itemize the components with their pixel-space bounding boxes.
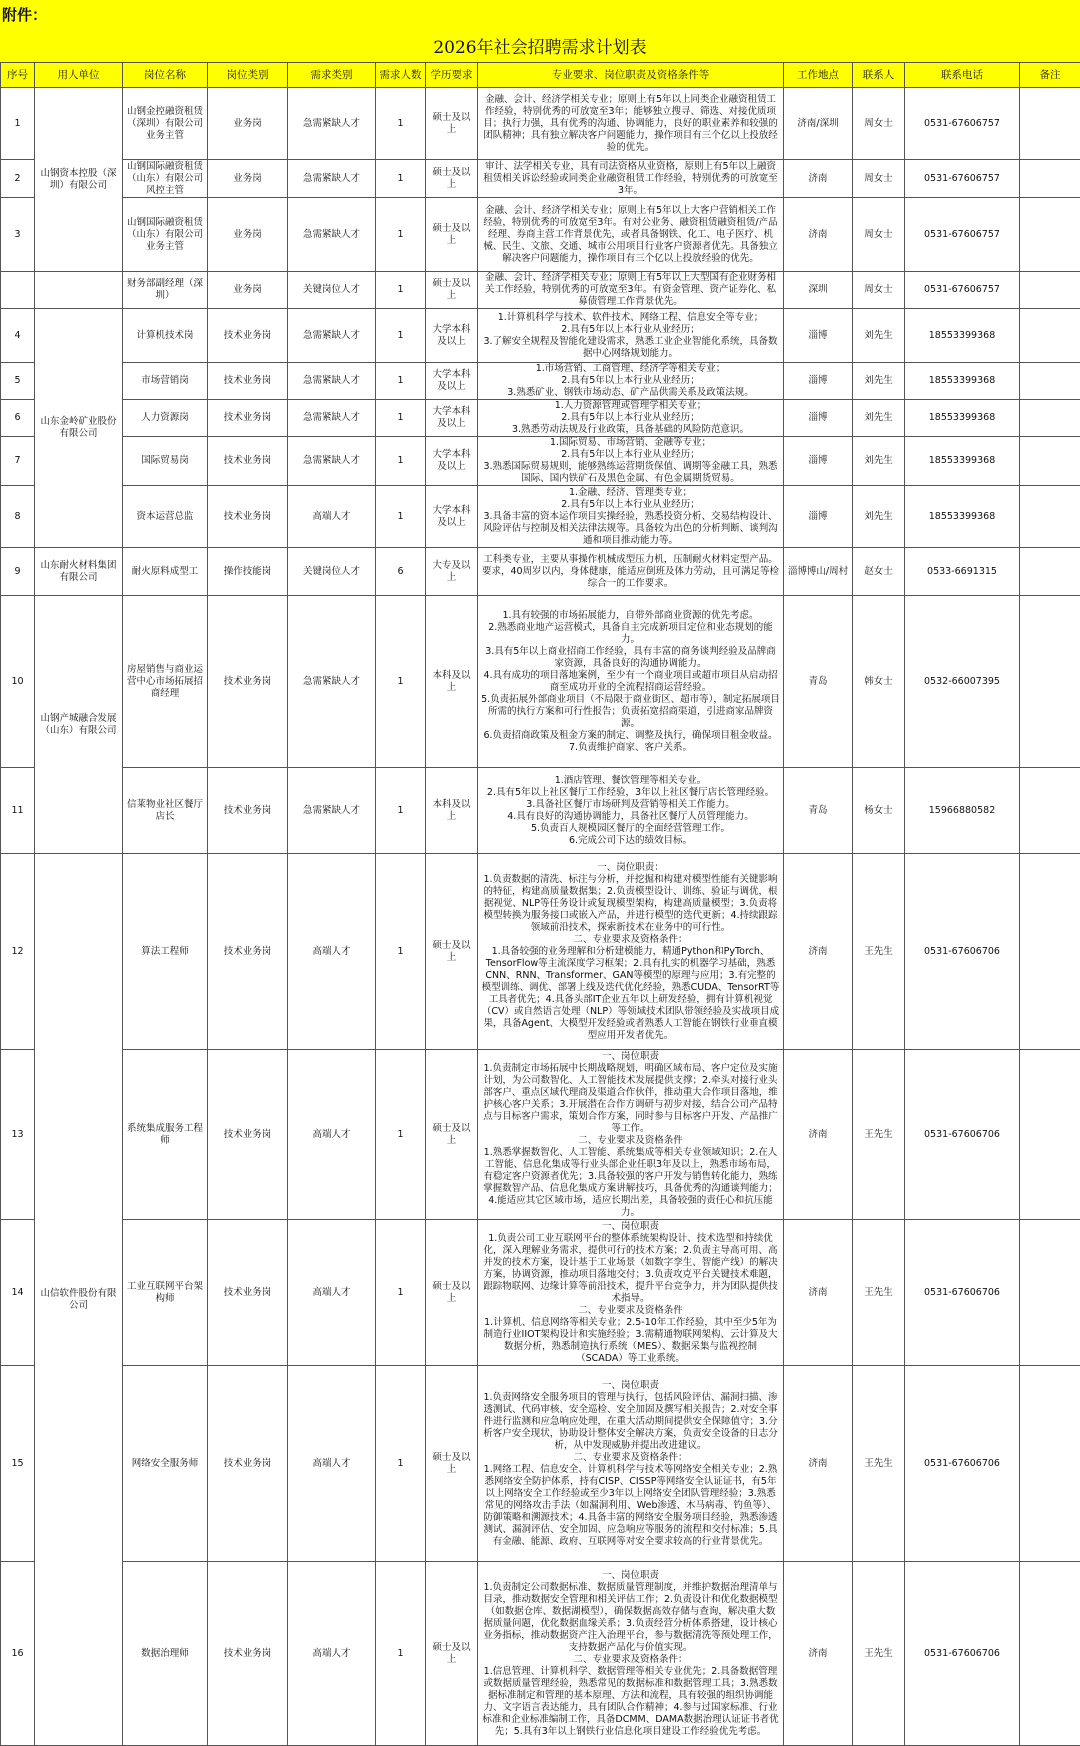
contact-person: 王先生: [853, 1050, 905, 1220]
education: 大学本科及以上: [426, 437, 478, 486]
need-type: 急需紧缺人才: [288, 768, 376, 854]
contact-phone: 18553399368: [905, 309, 1020, 363]
need-type: 高端人才: [288, 1366, 376, 1562]
contact-phone: 0531-67606757: [905, 272, 1020, 309]
position-name: 财务部副经理（深圳）: [123, 272, 208, 309]
notes: [1020, 1050, 1080, 1220]
table-row: [1, 486, 1080, 548]
position-category: 技术业务岗: [208, 1366, 288, 1562]
table-row: [1, 1562, 1080, 1746]
position-name: 山钢国际融资租赁（山东）有限公司业务主管: [123, 198, 208, 272]
requirements: 一、岗位职责 1.负责制定市场拓展中长期战略规划，明确区域布局、客户定位及实施计划，为公司数智化、人工智能技术发展提供支撑；2.牵头对接行业头部客户、重点区域代理商及渠道合作伙伴，推动重大合作项目落地，维护核心客户关系；3.开展潜在合作方调研与初步对接，结合公司产品特点与目标客户需求，策划合作方案，同时参与目标客户开发、产品推广等工作。 二、专业要求及资格条件 1.熟悉掌握数智化、人工智能、系统集成等相关专业领域知识；2.在人工智能、信息化集成等行业头部企业任职3年及以上，熟悉市场布局，有稳定客户资源者优先；3.具备较强的客户开发与销售转化能力，熟练掌握数智产品、信息化集成方案讲解技巧，具备优秀的沟通谈判能力；4.能适应其它区域市场，适应长期出差，具备较强的责任心和抗压能力。: [478, 1050, 784, 1220]
requirements: 金融、会计、经济学相关专业；原则上有5年以上大型国有企业财务相关工作经验，特别优秀的可放宽至3年。有资金管理、资产证券化、私募债管理工作背景优先。: [478, 272, 784, 309]
education: 大学本科及以上: [426, 309, 478, 363]
position-category: 业务岗: [208, 272, 288, 309]
requirements: 工科类专业，主要从事操作机械成型压力机，压制耐火材料定型产品。 要求，40周岁以内，身体健康，能适应倒班及体力劳动，且可满足等检综合一的工作要求。: [478, 548, 784, 596]
position-category: 技术业务岗: [208, 486, 288, 548]
headcount: 1: [376, 596, 426, 768]
position-name: 资本运营总监: [123, 486, 208, 548]
header-position: 岗位名称: [123, 63, 208, 88]
contact-person: 刘先生: [853, 486, 905, 548]
position-category: 技术业务岗: [208, 1220, 288, 1366]
requirements: 一、岗位职责： 1.负责数据的清洗、标注与分析，并挖掘和构建对模型性能有关键影响的特征，构建高质量数据集；2.负责模型设计、训练、验证与调优，根据视觉、NLP等任务设计或复现模型架构，构建高质量模型；3.负责将模型转换为服务接口或嵌入产品，并进行模型的迭代更新；4.持续跟踪领域前沿技术，探索新技术在业务中的可行性。 二、专业要求及资格条件： 1.具备较强的业务理解和分析建模能力，精通Python和PyTorch、TensorFlow等主流深度学习框架；2.具有扎实的机器学习基础，熟悉CNN、RNN、Transformer、GAN等模型的原理与应用；3.有完整的模型训练、调优、部署上线及迭代优化经验，熟悉CUDA、TensorRT等工具者优先；4.具备头部IT企业五年以上研发经验，拥有计算机视觉（CV）或自然语言处理（NLP）等领域技术团队带领经验及实战项目成果，具备Agent、大模型开发经验或者熟悉人工智能在钢铁行业垂直模型应用开发者优先。: [478, 854, 784, 1050]
attachment-label: 附件：: [0, 0, 1080, 30]
requirements: 金融、会计、经济学相关专业；原则上有5年以上大客户营销相关工作经验，特别优秀的可放宽至3年。有对公业务、融资租赁融资租赁/产品经理、券商主营工作背景优先，或者具备钢铁、化工、电子医疗、机械、民生、文旅、交通、城市公用项目行业客户资源者优先。具备独立解决客户问题能力，操作项目有三个亿以上投放经验的优先。: [478, 198, 784, 272]
row-number: 3: [1, 198, 35, 272]
position-name: 系统集成服务工程师: [123, 1050, 208, 1220]
table-row: [1, 363, 1080, 400]
header-location: 工作地点: [784, 63, 853, 88]
position-name: 耐火原料成型工: [123, 548, 208, 596]
requirements: 一、岗位职责 1.负责网络安全服务项目的管理与执行，包括风险评估、漏洞扫描、渗透测试、代码审核、安全巡检、安全加固及撰写相关报告；2.对安全事件进行监测和应急响应处理，在重大活动期间提供安全保障值守；3.分析客户安全现状，协助设计整体安全解决方案，负责安全设备的日志分析，从中发现威胁并提出改进建议。 二、专业要求及资格条件： 1.网络工程、信息安全、计算机科学与技术等网络安全相关专业；2.熟悉网络安全防护体系，持有CISP、CISSP等网络安全认证证书，有5年以上网络安全工作经验或至少3年以上网络安全团队管理经验；3.熟悉常见的网络攻击手法（如漏洞利用、Web渗透、木马病毒、钓鱼等）、防御策略和溯源技术；4.具备丰富的网络安全服务项目经验，熟悉渗透测试、漏洞评估、安全加固、应急响应等服务的流程和交付标准；5.具有金融、能源、政府、互联网等对安全要求较高的行业背景优先。: [478, 1366, 784, 1562]
employer-unit: 山钢产城融合发展（山东）有限公司: [35, 596, 123, 854]
headcount: 1: [376, 363, 426, 400]
position-category: 技术业务岗: [208, 400, 288, 437]
header-no: 序号: [1, 63, 35, 88]
contact-person: 刘先生: [853, 400, 905, 437]
contact-phone: 0531-67606757: [905, 88, 1020, 160]
headcount: 1: [376, 400, 426, 437]
need-type: 高端人才: [288, 1562, 376, 1746]
row-number: 6: [1, 400, 35, 437]
contact-phone: 0532-66007395: [905, 596, 1020, 768]
employer-unit-blank: [35, 272, 123, 309]
notes: [1020, 437, 1080, 486]
education: 硕士及以上: [426, 198, 478, 272]
table-header-row: [1, 63, 1080, 88]
headcount: 1: [376, 88, 426, 160]
employer-unit: 山钢资本控股（深圳）有限公司: [35, 88, 123, 272]
position-name: 信莱物业社区餐厅店长: [123, 768, 208, 854]
row-number: 16: [1, 1562, 35, 1746]
position-category: 技术业务岗: [208, 309, 288, 363]
position-name: 工业互联网平台架构师: [123, 1220, 208, 1366]
contact-person: 周女士: [853, 88, 905, 160]
need-type: 急需紧缺人才: [288, 160, 376, 198]
contact-phone: 0531-67606757: [905, 160, 1020, 198]
requirements: 1.国际贸易、市场营销、金融等专业； 2.具有5年以上本行业从业经历； 3.熟悉国际贸易规则，能够熟练运营期货保值、调期等金融工具，熟悉国际、国内铁矿石及黑色金属、有色金属期货贸易。: [478, 437, 784, 486]
notes: [1020, 596, 1080, 768]
row-number: 4: [1, 309, 35, 363]
education: 大学本科及以上: [426, 363, 478, 400]
position-category: 技术业务岗: [208, 854, 288, 1050]
contact-person: 王先生: [853, 1366, 905, 1562]
headcount: 1: [376, 309, 426, 363]
education: 本科及以上: [426, 596, 478, 768]
position-category: 业务岗: [208, 88, 288, 160]
row-number: 8: [1, 486, 35, 548]
education: 硕士及以上: [426, 1220, 478, 1366]
position-name: 山钢金控融资租赁（深圳）有限公司业务主管: [123, 88, 208, 160]
notes: [1020, 198, 1080, 272]
work-location: 淄博: [784, 363, 853, 400]
education: 硕士及以上: [426, 272, 478, 309]
contact-person: 周女士: [853, 272, 905, 309]
headcount: 1: [376, 1220, 426, 1366]
header-phone: 联系电话: [905, 63, 1020, 88]
requirements: 金融、会计、经济学相关专业；原则上有5年以上同类企业融资租赁工作经验，特别优秀的可放宽至3年；能够独立搜寻、筛选、对接优质项目；执行力强，具有优秀的沟通、协调能力，良好的职业素养和较强的团队精神；具有独立解决客户问题能力，操作项目有三个亿以上投放经验的优先。: [478, 88, 784, 160]
contact-phone: 0531-67606706: [905, 1050, 1020, 1220]
row-number: 1: [1, 88, 35, 160]
need-type: 关键岗位人才: [288, 548, 376, 596]
requirements: 1.人力资源管理或管理学相关专业； 2.具有5年以上本行业从业经历； 3.熟悉劳动法规及行业政策，具备基础的风险防范意识。: [478, 400, 784, 437]
recruitment-table: [0, 62, 1080, 1746]
work-location: 淄博: [784, 486, 853, 548]
row-number: 2: [1, 160, 35, 198]
position-name: 人力资源岗: [123, 400, 208, 437]
row-number: 11: [1, 768, 35, 854]
contact-phone: 18553399368: [905, 437, 1020, 486]
header-unit: 用人单位: [35, 63, 123, 88]
notes: [1020, 486, 1080, 548]
notes: [1020, 309, 1080, 363]
education: 硕士及以上: [426, 1366, 478, 1562]
contact-person: 王先生: [853, 854, 905, 1050]
position-name: 房屋销售与商业运营中心市场拓展招商经理: [123, 596, 208, 768]
need-type: 急需紧缺人才: [288, 400, 376, 437]
header-count: 需求人数: [376, 63, 426, 88]
need-type: 高端人才: [288, 486, 376, 548]
contact-phone: 0531-67606706: [905, 1562, 1020, 1746]
contact-person: 刘先生: [853, 437, 905, 486]
notes: [1020, 1220, 1080, 1366]
work-location: 济南: [784, 198, 853, 272]
work-location: 济南: [784, 1050, 853, 1220]
work-location: 济南: [784, 854, 853, 1050]
requirements: 审计、法学相关专业，具有司法资格从业资格，原则上有5年以上融资租赁相关诉讼经验或同类企业融资租赁工作经验，特别优秀的可放宽至3年。: [478, 160, 784, 198]
row-number: 9: [1, 548, 35, 596]
position-category: 技术业务岗: [208, 596, 288, 768]
work-location: 青岛: [784, 596, 853, 768]
contact-phone: 0533-6691315: [905, 548, 1020, 596]
notes: [1020, 160, 1080, 198]
row-number: 13: [1, 1050, 35, 1220]
table-row: [1, 1366, 1080, 1562]
need-type: 急需紧缺人才: [288, 437, 376, 486]
table-row: [1, 768, 1080, 854]
position-name: 市场营销岗: [123, 363, 208, 400]
need-type: 高端人才: [288, 1050, 376, 1220]
requirements: 一、岗位职责 1.负责制定公司数据标准、数据质量管理制度，并维护数据治理清单与目录，推动数据安全管理和相关评估工作；2.负责设计和优化数据模型（如数据仓库、数据湖模型），确保数据高效存储与查询，解决重大数据质量问题，优化数据血缘关系；3.负责经营分析体系搭建，设计核心业务指标，推动数据资产注入治理平台，参与数据清洗等预处理工作，支持数据产品化与价值实现。 二、专业要求及资格条件： 1.信息管理、计算机科学、数据管理等相关专业优先；2.具备数据管理或数据质量管理经验，熟悉常见的数据标准和数据管理工具；3.熟悉数据标准制定和管理的基本原理、方法和流程，具有较强的组织协调能力、文字语言表达能力，具有团队合作精神；4.参与过国家标准、行业标准和企业标准编制工作，具备DCMM、DAMA数据治理认证证书者优先；5.具有3年以上钢铁行业信息化项目建设工作经验优先考虑。: [478, 1562, 784, 1746]
requirements: 1.市场营销、工商管理、经济学等相关专业； 2.具有5年以上本行业从业经历； 3.熟悉矿业、钢铁市场动态、矿产品供需关系及政策法规。: [478, 363, 784, 400]
requirements: 1.酒店管理、餐饮管理等相关专业。 2.具有5年以上社区餐厅工作经验，3年以上社区餐厅店长管理经验。 3.具备社区餐厅市场研判及营销等相关工作能力。 4.具有良好的沟通协调能力，具备社区餐厅人员管理能力。 5.负责百人规模园区餐厅的全面经营管理工作。 6.完成公司下达的绩效目标。: [478, 768, 784, 854]
position-category: 业务岗: [208, 198, 288, 272]
contact-phone: 0531-67606706: [905, 1220, 1020, 1366]
work-location: 济南: [784, 1366, 853, 1562]
notes: [1020, 1366, 1080, 1562]
need-type: 关键岗位人才: [288, 272, 376, 309]
row-number: 5: [1, 363, 35, 400]
need-type: 急需紧缺人才: [288, 88, 376, 160]
notes: [1020, 854, 1080, 1050]
position-name: 数据治理师: [123, 1562, 208, 1746]
contact-person: 周女士: [853, 198, 905, 272]
work-location: 淄博: [784, 400, 853, 437]
headcount: 1: [376, 198, 426, 272]
education: 硕士及以上: [426, 160, 478, 198]
row-number: 10: [1, 596, 35, 768]
headcount: 6: [376, 548, 426, 596]
position-category: 业务岗: [208, 160, 288, 198]
header-notes: 备注: [1020, 63, 1080, 88]
contact-phone: 18553399368: [905, 486, 1020, 548]
headcount: 1: [376, 1050, 426, 1220]
headcount: 1: [376, 1562, 426, 1746]
position-name: 计算机技术岗: [123, 309, 208, 363]
table-row: [1, 272, 1080, 309]
headcount: 1: [376, 854, 426, 1050]
work-location: 淄博: [784, 309, 853, 363]
requirements: 一、岗位职责 1.负责公司工业互联网平台的整体系统架构设计、技术选型和持续优化，深入理解业务需求，提供可行的技术方案；2.负责主导高可用、高并发的技术方案，设计基于工业场景（如数字孪生、智能产线）的解决方案，协调资源，推动项目落地交付；3.负责攻克平台关键技术难题，跟踪物联网、边缘计算等前沿技术，提升平台竞争力，并为团队提供技术指导。 二、专业要求及资格条件 1.计算机、信息网络等相关专业；2.5-10年工作经验，其中至少5年为制造行业IIOT架构设计和实施经验；3.需精通物联网架构、云计算及大数据分析，熟悉制造执行系统（MES）、数据采集与监视控制（SCADA）等工业系统。: [478, 1220, 784, 1366]
contact-person: 杨女士: [853, 768, 905, 854]
requirements: 1.金融、经济、管理类专业； 2.具有5年以上本行业从业经历； 3.具备丰富的资本运作项目实操经验，熟悉投资分析、交易结构设计、风险评估与控制及相关法律法规等。具备较为出色的分析判断、谈判沟通和项目推动能力等。: [478, 486, 784, 548]
contact-phone: 0531-67606706: [905, 1366, 1020, 1562]
table-row: [1, 400, 1080, 437]
position-category: 操作技能岗: [208, 548, 288, 596]
position-name: 山钢国际融资租赁（山东）有限公司风控主管: [123, 160, 208, 198]
position-category: 技术业务岗: [208, 1050, 288, 1220]
work-location: 济南: [784, 1220, 853, 1366]
position-category: 技术业务岗: [208, 768, 288, 854]
notes: [1020, 88, 1080, 160]
page-title: 2026年社会招聘需求计划表: [0, 30, 1080, 62]
header-education: 学历要求: [426, 63, 478, 88]
work-location: 济南/深圳: [784, 88, 853, 160]
contact-person: 刘先生: [853, 309, 905, 363]
work-location: 深圳: [784, 272, 853, 309]
header-category: 岗位类别: [208, 63, 288, 88]
table-row: [1, 309, 1080, 363]
education: 本科及以上: [426, 768, 478, 854]
requirements: 1.计算机科学与技术、软件技术、网络工程、信息安全等专业； 2.具有5年以上本行业从业经历； 3.了解安全规程及智能化建设需求，熟悉工业企业智能化系统，具备数据中心网络规划能力。: [478, 309, 784, 363]
contact-person: 赵女士: [853, 548, 905, 596]
need-type: 急需紧缺人才: [288, 309, 376, 363]
contact-person: 王先生: [853, 1220, 905, 1366]
need-type: 急需紧缺人才: [288, 363, 376, 400]
education: 大学本科及以上: [426, 486, 478, 548]
position-category: 技术业务岗: [208, 437, 288, 486]
table-row: [1, 437, 1080, 486]
notes: [1020, 548, 1080, 596]
education: 硕士及以上: [426, 1562, 478, 1746]
education: 硕士及以上: [426, 88, 478, 160]
table-row: [1, 1220, 1080, 1366]
headcount: 1: [376, 1366, 426, 1562]
need-type: 急需紧缺人才: [288, 596, 376, 768]
need-type: 高端人才: [288, 854, 376, 1050]
work-location: 淄博: [784, 437, 853, 486]
contact-phone: 15966880582: [905, 768, 1020, 854]
header-requirements: 专业要求、岗位职责及资格条件等: [478, 63, 784, 88]
notes: [1020, 272, 1080, 309]
contact-person: 刘先生: [853, 363, 905, 400]
table-row: [1, 1050, 1080, 1220]
education: 硕士及以上: [426, 854, 478, 1050]
table-row: [1, 854, 1080, 1050]
table-row: [1, 88, 1080, 160]
position-category: 技术业务岗: [208, 1562, 288, 1746]
contact-person: 韩女士: [853, 596, 905, 768]
notes: [1020, 363, 1080, 400]
row-number: [1, 272, 35, 309]
row-number: 15: [1, 1366, 35, 1562]
work-location: 济南: [784, 1562, 853, 1746]
headcount: 1: [376, 160, 426, 198]
position-name: 国际贸易岗: [123, 437, 208, 486]
row-number: 7: [1, 437, 35, 486]
work-location: 淄博博山/周村: [784, 548, 853, 596]
need-type: 急需紧缺人才: [288, 198, 376, 272]
education: 大学本科及以上: [426, 400, 478, 437]
table-row: [1, 198, 1080, 272]
header-contact: 联系人: [853, 63, 905, 88]
table-row: [1, 596, 1080, 768]
headcount: 1: [376, 437, 426, 486]
education: 大专及以上: [426, 548, 478, 596]
table-row: [1, 548, 1080, 596]
contact-phone: 18553399368: [905, 363, 1020, 400]
work-location: 青岛: [784, 768, 853, 854]
requirements: 1.具有较强的市场拓展能力，自带外部商业资源的优先考虑。 2.熟悉商业地产运营模式，具备自主完成新项目定位和业态规划的能力。 3.具有5年以上商业招商工作经验，具有丰富的商务谈判经验及品牌商家资源，具备良好的沟通协调能力。 4.具有成功的项目落地案例，至少有一个商业项目或超市项目从启动招商至成功开业的全流程招商运营经验。 5.负责拓展外部商业项目（不局限于商业街区、超市等），制定拓展项目所需的执行方案和可行性报告；负责拓宽招商渠道，引进商家品牌资源。 6.负责招商政策及租金方案的制定、调整及执行，确保项目租金收益。 7.负责维护商家、客户关系。: [478, 596, 784, 768]
notes: [1020, 400, 1080, 437]
header-need-type: 需求类别: [288, 63, 376, 88]
table-row: [1, 160, 1080, 198]
headcount: 1: [376, 486, 426, 548]
contact-person: 王先生: [853, 1562, 905, 1746]
contact-phone: 18553399368: [905, 400, 1020, 437]
position-name: 网络安全服务师: [123, 1366, 208, 1562]
row-number: 12: [1, 854, 35, 1050]
position-name: 算法工程师: [123, 854, 208, 1050]
notes: [1020, 768, 1080, 854]
work-location: 济南: [784, 160, 853, 198]
employer-unit: 山东金岭矿业股份有限公司: [35, 309, 123, 548]
contact-phone: 0531-67606757: [905, 198, 1020, 272]
education: 硕士及以上: [426, 1050, 478, 1220]
need-type: 高端人才: [288, 1220, 376, 1366]
contact-person: 周女士: [853, 160, 905, 198]
employer-unit: 山信软件股份有限公司: [35, 854, 123, 1746]
employer-unit: 山东耐火材料集团有限公司: [35, 548, 123, 596]
notes: [1020, 1562, 1080, 1746]
headcount: 1: [376, 272, 426, 309]
contact-phone: 0531-67606706: [905, 854, 1020, 1050]
row-number: 14: [1, 1220, 35, 1366]
position-category: 技术业务岗: [208, 363, 288, 400]
headcount: 1: [376, 768, 426, 854]
